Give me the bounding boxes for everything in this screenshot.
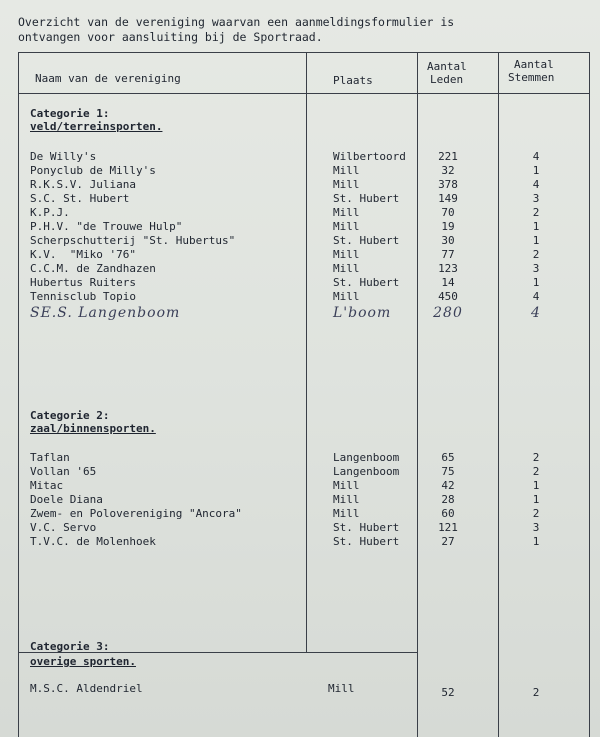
club-name: Scherpschutterij "St. Hubertus" <box>30 234 236 247</box>
table-row <box>0 521 600 534</box>
club-name: M.S.C. Aldendriel <box>30 682 143 695</box>
category-2-subtitle: zaal/binnensporten. <box>30 422 156 435</box>
table-row <box>0 164 600 177</box>
club-place: Langenboom <box>333 451 400 464</box>
category-2-title: Categorie 2: <box>30 409 110 422</box>
club-name: C.C.M. de Zandhazen <box>30 262 156 275</box>
club-name: K.V. "Miko '76" <box>30 248 136 261</box>
club-members: 75 <box>441 465 455 478</box>
club-name: Ponyclub de Milly's <box>30 164 156 177</box>
club-members: 52 <box>441 686 455 699</box>
club-members: 123 <box>438 262 458 275</box>
document-heading-line-2: ontvangen voor aansluiting bij de Sportraad. <box>18 30 323 44</box>
club-place: St. Hubert <box>333 234 400 247</box>
club-votes: 2 <box>532 206 540 219</box>
club-name: S.C. St. Hubert <box>30 192 130 205</box>
club-name: Zwem- en Polovereniging "Ancora" <box>30 507 242 520</box>
column-header-members-line-1: Aantal <box>427 60 467 73</box>
club-place: Mill <box>333 262 360 275</box>
table-row <box>0 192 600 205</box>
club-place: Mill <box>333 507 360 520</box>
club-name: R.K.S.V. Juliana <box>30 178 136 191</box>
club-name: SE.S. Langenboom <box>30 305 181 321</box>
table-row <box>0 479 600 492</box>
club-name: P.H.V. "de Trouwe Hulp" <box>30 220 183 233</box>
table-row <box>0 507 600 520</box>
club-votes: 3 <box>532 192 540 205</box>
club-members: 27 <box>441 535 455 548</box>
club-name: Vollan '65 <box>30 465 97 478</box>
category-1-title: Categorie 1: <box>30 107 110 120</box>
table-row <box>0 493 600 506</box>
category-1-subtitle: veld/terreinsporten. <box>30 120 163 133</box>
table-top-border <box>18 52 590 53</box>
club-place: L'boom <box>333 305 392 321</box>
club-members: 30 <box>441 234 455 247</box>
club-name: Doele Diana <box>30 493 103 506</box>
column-header-place: Plaats <box>333 74 373 87</box>
table-row <box>0 178 600 191</box>
club-votes: 2 <box>532 507 540 520</box>
club-votes: 1 <box>532 220 540 233</box>
club-members: 70 <box>441 206 455 219</box>
table-row <box>0 682 600 699</box>
club-place: St. Hubert <box>333 521 400 534</box>
club-votes: 2 <box>532 686 540 699</box>
table-row <box>0 206 600 219</box>
club-members: 32 <box>441 164 455 177</box>
table-row <box>0 150 600 163</box>
table-row <box>0 262 600 275</box>
club-name: V.C. Servo <box>30 521 97 534</box>
column-header-votes-line-2: Stemmen <box>508 71 555 84</box>
club-votes: 4 <box>532 150 540 163</box>
table-row <box>0 248 600 261</box>
club-place: Mill <box>333 164 360 177</box>
club-members: 378 <box>438 178 458 191</box>
club-votes: 3 <box>532 262 540 275</box>
club-place: St. Hubert <box>333 535 400 548</box>
club-place: Mill <box>333 178 360 191</box>
club-votes: 1 <box>532 164 540 177</box>
table-row <box>0 290 600 303</box>
club-place: Wilbertoord <box>333 150 406 163</box>
club-members: 450 <box>438 290 458 303</box>
club-members: 280 <box>433 305 463 321</box>
table-row <box>0 220 600 233</box>
club-votes: 4 <box>531 305 541 321</box>
table-row <box>0 465 600 478</box>
club-members: 221 <box>438 150 458 163</box>
club-members: 149 <box>438 192 458 205</box>
club-members: 14 <box>441 276 455 289</box>
club-name: T.V.C. de Molenhoek <box>30 535 156 548</box>
club-votes: 2 <box>532 465 540 478</box>
club-members: 77 <box>441 248 455 261</box>
club-members: 19 <box>441 220 455 233</box>
club-place: St. Hubert <box>333 192 400 205</box>
club-members: 65 <box>441 451 455 464</box>
club-members: 121 <box>438 521 458 534</box>
category-3-subtitle: overige sporten. <box>30 655 136 668</box>
club-votes: 1 <box>532 234 540 247</box>
column-divider-place <box>306 52 307 652</box>
club-members: 42 <box>441 479 455 492</box>
table-row-handwritten <box>0 307 600 323</box>
column-header-name: Naam van de vereniging <box>35 72 181 85</box>
club-place: Mill <box>333 248 360 261</box>
club-votes: 1 <box>532 276 540 289</box>
club-votes: 1 <box>532 493 540 506</box>
table-row <box>0 451 600 464</box>
club-votes: 4 <box>532 178 540 191</box>
category-3-title: Categorie 3: <box>30 640 110 653</box>
club-name: Mitac <box>30 479 64 492</box>
club-votes: 1 <box>532 535 540 548</box>
club-place: Mill <box>333 479 360 492</box>
club-name: Taflan <box>30 451 70 464</box>
club-place: Mill <box>333 220 360 233</box>
club-members: 60 <box>441 507 455 520</box>
table-row <box>0 535 600 548</box>
club-votes: 2 <box>532 451 540 464</box>
club-name: Hubertus Ruiters <box>30 276 136 289</box>
club-place: Mill <box>333 290 360 303</box>
club-members: 28 <box>441 493 455 506</box>
table-row <box>0 276 600 289</box>
table-header-divider <box>18 93 590 94</box>
club-name: Tennisclub Topio <box>30 290 136 303</box>
table-row <box>0 234 600 247</box>
club-name: K.P.J. <box>30 206 70 219</box>
club-votes: 4 <box>532 290 540 303</box>
club-name: De Willy's <box>30 150 97 163</box>
column-header-members-line-2: Leden <box>430 73 464 86</box>
club-place: Mill <box>333 206 360 219</box>
column-header-votes-line-1: Aantal <box>514 58 554 71</box>
document-heading-line-1: Overzicht van de vereniging waarvan een aanmeldingsformulier is <box>18 15 455 29</box>
club-place: Mill <box>333 493 360 506</box>
club-votes: 1 <box>532 479 540 492</box>
club-place: St. Hubert <box>333 276 400 289</box>
club-place: Langenboom <box>333 465 400 478</box>
club-place: Mill <box>328 682 355 695</box>
club-votes: 3 <box>532 521 540 534</box>
club-votes: 2 <box>532 248 540 261</box>
